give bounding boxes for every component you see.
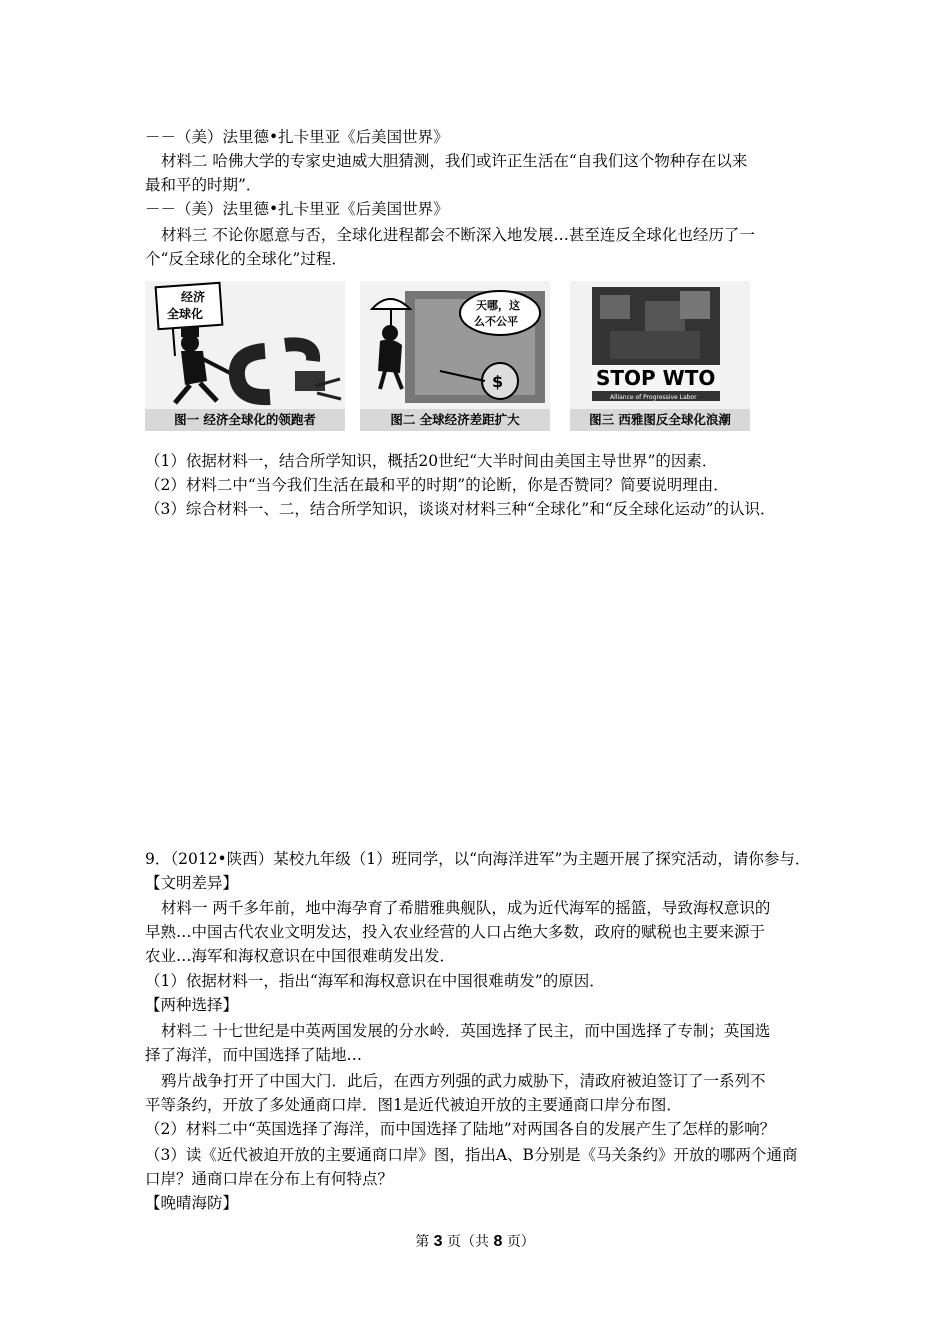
- speech-text-2: 么不公平: [474, 315, 518, 328]
- sign-text-1: 经济: [181, 290, 206, 304]
- question-9-stem: 9．（2012•陕西）某校九年级（1）班同学，以“向海洋进军”为主题开展了探究活动，请你参与．: [145, 850, 811, 868]
- material-three-text-cont: 个“反全球化的全球化”过程．: [145, 250, 347, 268]
- gap-illustration: [360, 281, 550, 409]
- source-line: －－（美）法里德•扎卡里亚《后美国世界》: [145, 128, 449, 146]
- material-two-text: 材料二 十七世纪是中英两国发展的分水岭．英国选择了民主，而中国选择了专制；英国选: [161, 1022, 771, 1040]
- question-8-2: （2）材料二中“当今我们生活在最和平的时期”的论断，你是否赞同？简要说明理由．: [145, 476, 729, 494]
- cartoon-panel-2: [360, 281, 550, 431]
- question-8-1: （1）依据材料一，结合所学知识，概括20世纪“大半时间由美国主导世界”的因素．: [145, 452, 718, 470]
- cartoon-caption-3: 图三 西雅图反全球化浪潮: [570, 409, 750, 431]
- material-one-text: 材料一 两千多年前，地中海孕育了希腊雅典舰队，成为近代海军的摇篮，导致海权意识的: [161, 899, 771, 917]
- material-two-text-cont: 择了海洋，而中国选择了陆地…: [145, 1046, 363, 1064]
- cartoon-strip: [145, 281, 750, 431]
- material-three-text: 材料三 不论你愿意与否，全球化进程都会不断深入地发展…甚至连反全球化也经历了一: [161, 226, 755, 244]
- source-line: －－（美）法里德•扎卡里亚《后美国世界》: [145, 200, 449, 218]
- question-9-1: （1）依据材料一，指出“海军和海权意识在中国很难萌发”的原因．: [145, 972, 605, 990]
- material-one-text-cont: 早熟…中国古代农业文明发达，投入农业经营的人口占绝大多数，政府的赋税也主要来源于: [145, 923, 766, 941]
- protest-photo: [570, 281, 750, 409]
- page-footer: 第 3 页（共 8 页）: [415, 1233, 535, 1250]
- cartoon-panel-3: [570, 281, 750, 431]
- material-two-text-cont: 最和平的时期”．: [145, 176, 262, 194]
- question-9-3-cont: 口岸？通商口岸在分布上有何特点？: [145, 1170, 394, 1188]
- cartoon-panel-1: [145, 281, 345, 431]
- runner-illustration: [145, 281, 345, 409]
- cartoon-caption-2: 图二 全球经济差距扩大: [360, 409, 550, 431]
- banner-sub-text: Alliance of Progressive Labor: [610, 394, 697, 401]
- question-9-3: （3）读《近代被迫开放的主要通商口岸》图，指出A、B分别是《马关条约》开放的哪两个通商: [145, 1146, 798, 1164]
- banner-text: STOP WTO: [596, 366, 716, 390]
- section-heading: 【两种选择】: [145, 996, 239, 1014]
- page-number: 3: [433, 1233, 443, 1250]
- section-heading: 【晚晴海防】: [145, 1194, 239, 1212]
- svg-text:$: $: [492, 372, 504, 391]
- question-8-3: （3）综合材料一、二，结合所学知识，谈谈对材料三种“全球化”和“反全球化运动”的认识．: [145, 500, 776, 518]
- sign-text-2: 全球化: [167, 307, 204, 321]
- material-one-text-cont: 农业…海军和海权意识在中国很难萌发出发．: [145, 947, 456, 965]
- material-two-text-cont: 平等条约，开放了多处通商口岸．图1是近代被迫开放的主要通商口岸分布图．: [145, 1096, 682, 1114]
- cartoon-caption-1: 图一 经济全球化的领跑者: [145, 409, 345, 431]
- speech-text-1: 天哪，这: [476, 299, 520, 312]
- total-pages: 8: [493, 1233, 503, 1250]
- section-heading: 【文明差异】: [145, 874, 239, 892]
- material-two-text-cont: 鸦片战争打开了中国大门．此后，在西方列强的武力威胁下，清政府被迫签订了一系列不: [161, 1072, 766, 1090]
- material-two-text: 材料二 哈佛大学的专家史迪威大胆猜测，我们或许正生活在“自我们这个物种存在以来: [161, 152, 748, 170]
- question-9-2: （2）材料二中“英国选择了海洋，而中国选择了陆地”对两国各自的发展产生了怎样的影响？: [145, 1120, 776, 1138]
